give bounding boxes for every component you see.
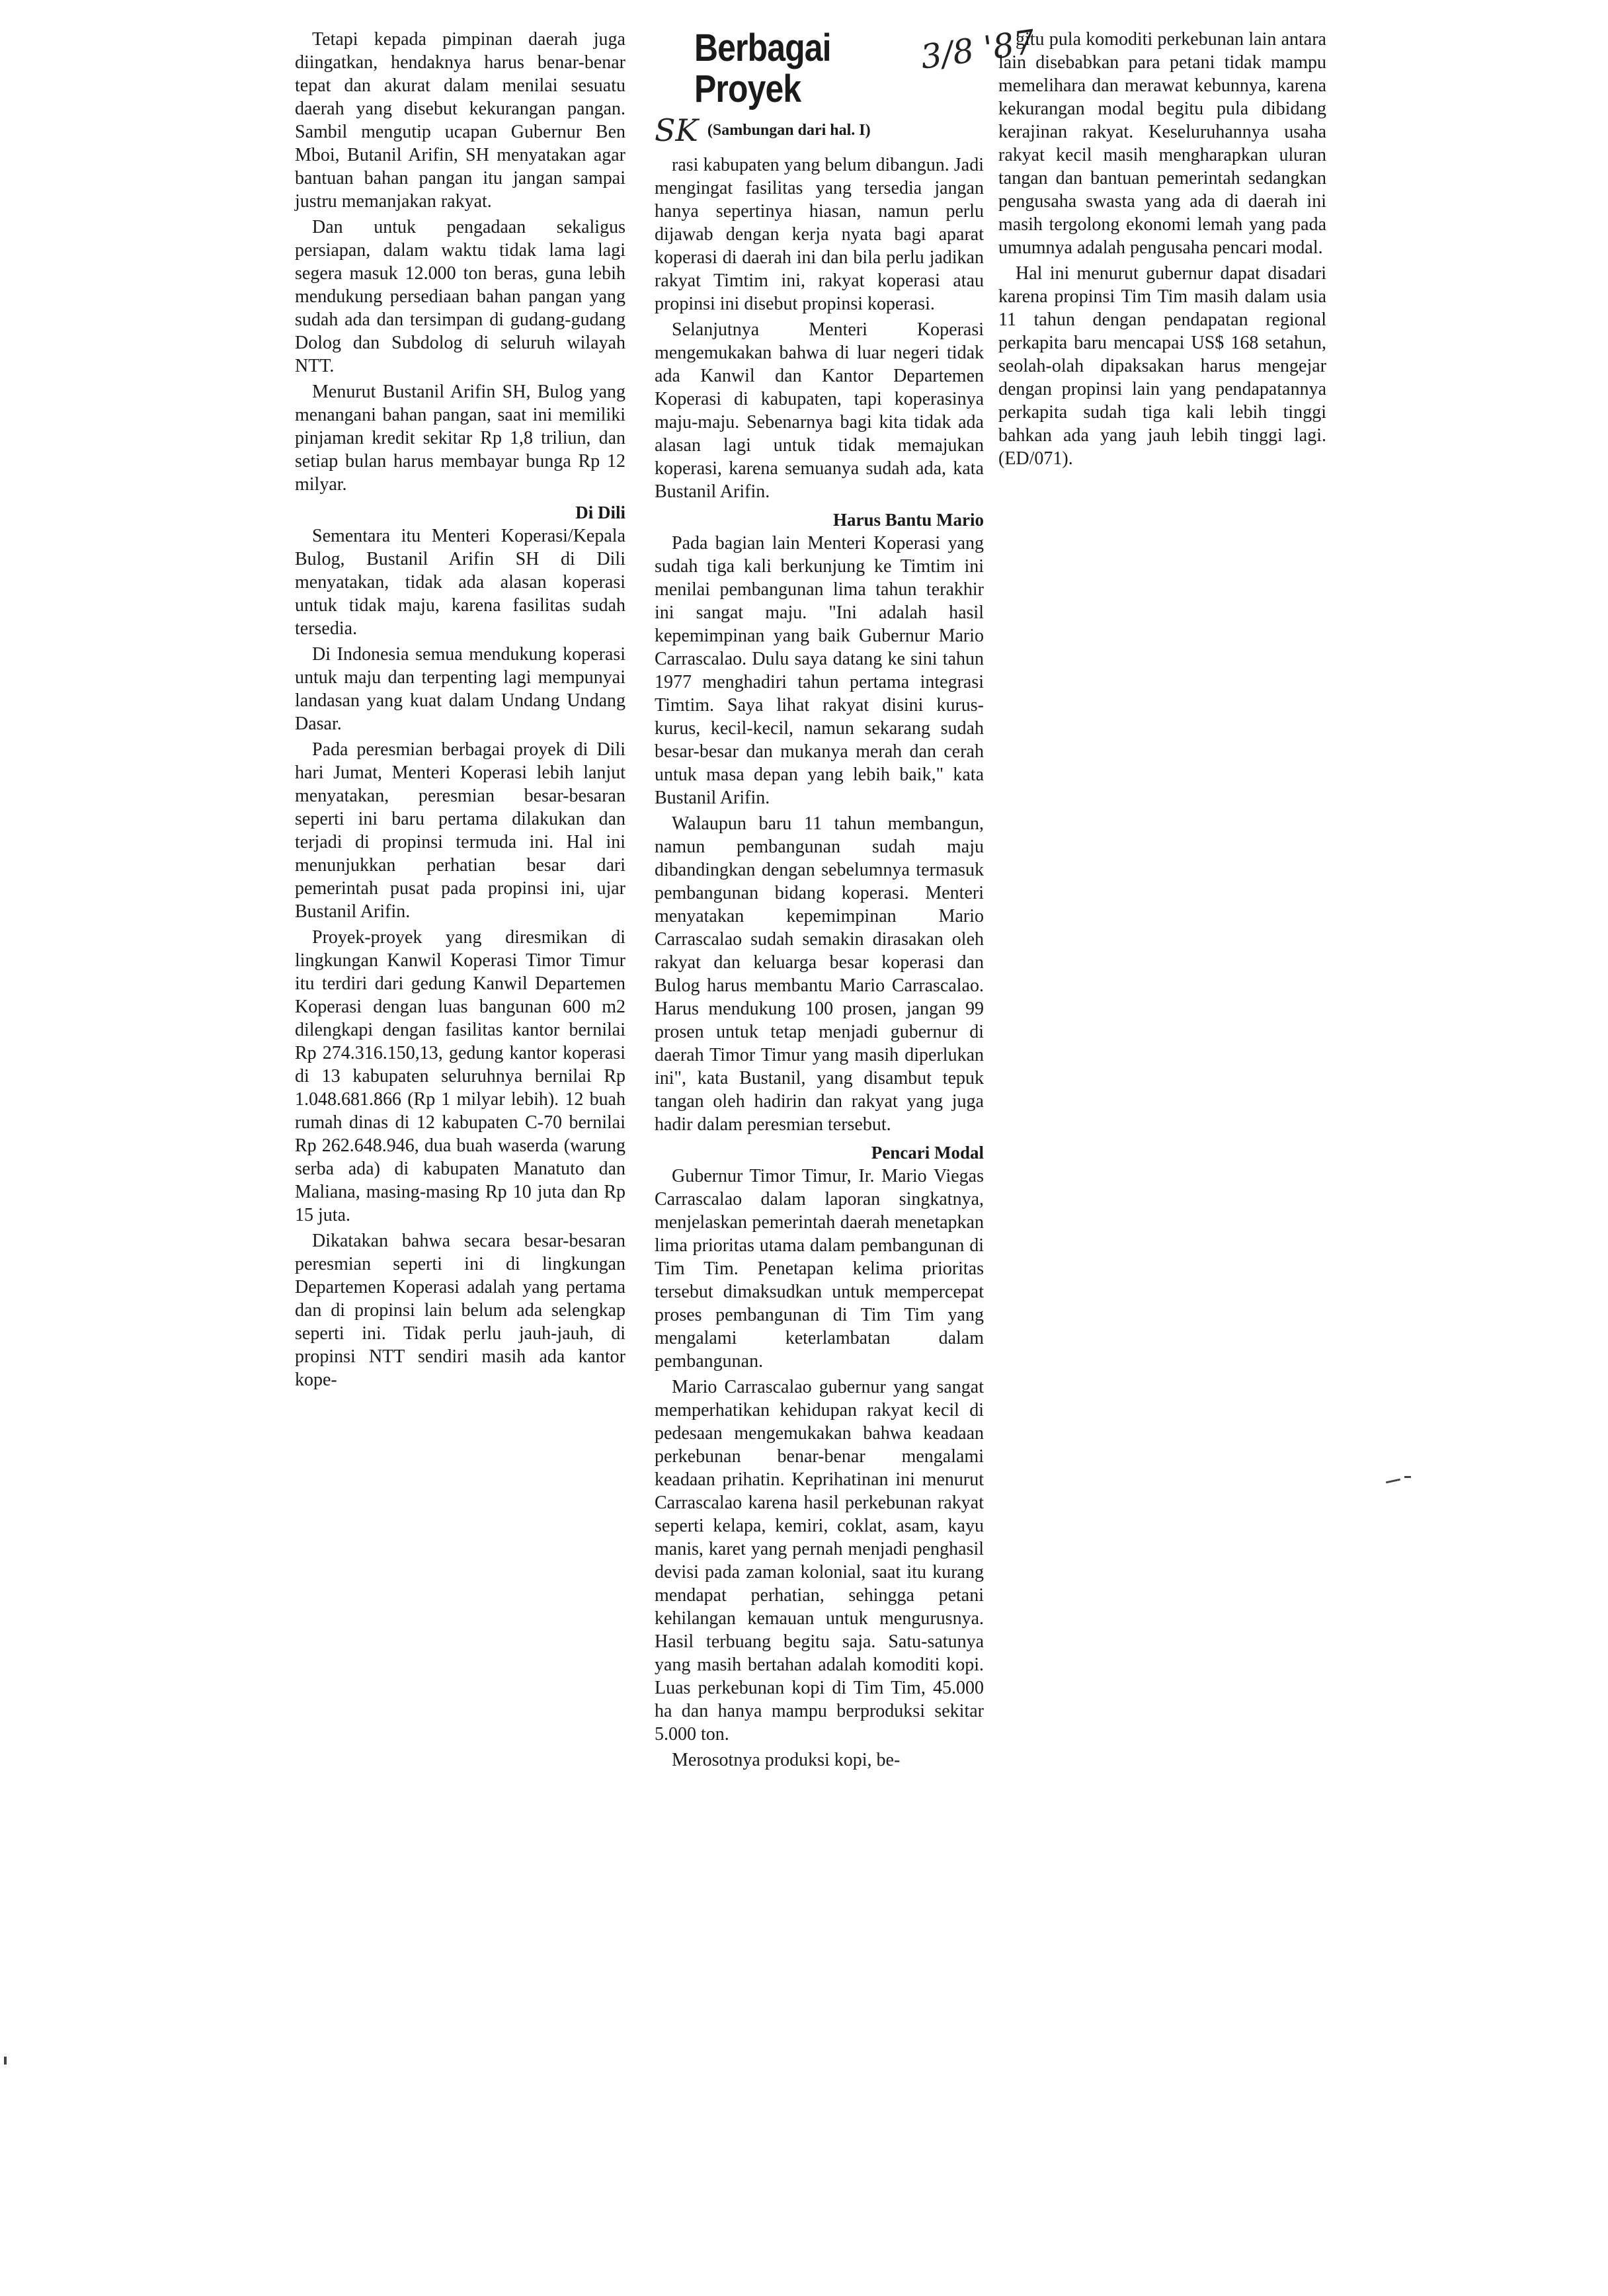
paragraph: Walaupun baru 11 tahun membangun, namun pembangunan sudah maju dibandingkan dengan sebelumnya termasuk pembangunan bidang koperasi. Menteri menyatakan kepemimpinan Mario Carrascalao sudah semakin dirasakan oleh rakyat dan keluarga besar koperasi dan Bulog harus membantu Mario Carrascalao. Harus mendukung 100 prosen, jangan 99 prosen untuk tetap menjadi gubernur di daerah Timor Timur yang masih diperlukan ini", kata Bustanil, yang disambut tepuk tangan oleh hadirin dan rakyat yang juga hadir dalam peresmian tersebut. <box>655 813 984 1135</box>
paragraph: rasi kabupaten yang belum dibangun. Jadi mengingat fasilitas yang tersedia jangan hanya sepertinya hiasan, namun perlu dijawab dengan kerja nyata bagi aparat koperasi di daerah ini dan bila perlu jadikan rakyat Timtim ini, rakyat koperasi atau propinsi ini disebut propinsi koperasi. <box>655 155 984 314</box>
paragraph: Gubernur Timor Timur, Ir. Mario Viegas Carrascalao dalam laporan singkatnya, menjelaskan pemerintah daerah menetapkan lima prioritas utama dalam pembangunan di Tim Tim. Penetapan kelima prioritas tersebut dimaksudkan untuk mempercepat proses pembangunan di Tim Tim yang mengalami keterlambatan dalam pembangunan. <box>655 1166 984 1372</box>
paragraph: Proyek-proyek yang diresmikan di lingkungan Kanwil Koperasi Timor Timur itu terdiri dari gedung Kanwil Departemen Koperasi dengan luas bangunan 600 m2 dilengkapi dengan fasilitas kantor bernilai Rp 274.316.150,13, gedung kantor koperasi di 13 kabupaten seluruhnya bernilai Rp 1.048.681.866 (Rp 1 milyar lebih). 12 buah rumah dinas di 12 kabupaten C-70 bernilai Rp 262.648.946, dua buah waserda (warung serba ada) di kabupaten Manatuto dan Maliana, masing-masing Rp 10 juta dan Rp 15 juta. <box>295 927 625 1225</box>
handwritten-date: 3/8 '87 <box>918 22 1037 77</box>
paragraph: Selanjutnya Menteri Koperasi mengemukakan bahwa di luar negeri tidak ada Kanwil dan Kantor Departemen Koperasi di kabupaten, tapi koperasinya maju-maju. Sebenarnya bagi kita tidak ada alasan lagi untuk tidak memajukan koperasi, karena semuanya sudah ada, kata Bustanil Arifin. <box>655 319 984 502</box>
paragraph: Menurut Bustanil Arifin SH, Bulog yang menangani bahan pangan, saat ini memiliki pinjaman kredit sekitar Rp 1,8 triliun, dan setiap bulan harus membayar bunga Rp 12 milyar. <box>295 382 625 495</box>
subheading: Pencari Modal <box>871 1143 984 1163</box>
paragraph: Tetapi kepada pimpinan daerah juga diingatkan, hendaknya harus benar-benar tepat dan akurat dalam menilai sesuatu daerah yang disebut kekurangan pangan. Sambil mengutip ucapan Gubernur Ben Mboi, Butanil Arifin, SH menyatakan agar bantuan bahan pangan itu jangan sampai justru memanjakan rakyat. <box>295 29 625 212</box>
paragraph: Dikatakan bahwa secara besar-besaran peresmian seperti ini di lingkungan Departemen Koperasi adalah yang pertama dan di propinsi lain belum ada selengkap seperti ini. Tidak perlu jauh-jauh, di propinsi NTT sendiri masih ada kantor kope- <box>295 1231 625 1390</box>
subheading: Harus Bantu Mario <box>832 510 984 530</box>
column-2 <box>655 28 984 1774</box>
continuation-row <box>655 114 984 147</box>
paragraph: Sementara itu Menteri Koperasi/Kepala Bulog, Bustanil Arifin SH di Dili menyatakan, tidak ada alasan koperasi untuk tidak maju, karena fasilitas sudah tersedia. <box>295 526 625 639</box>
paragraph: Pada bagian lain Menteri Koperasi yang sudah tiga kali berkunjung ke Timtim ini menilai pembangunan lima tahun terakhir ini sangat maju. "Ini adalah hasil kepemimpinan yang baik Gubernur Mario Carrascalao. Dulu saya datang ke sini tahun 1977 menghadiri tahun pertama integrasi Timtim. Saya lihat rakyat disini kurus-kurus, kecil-kecil, namun sekarang sudah besar-besar dan mukanya merah dan cerah untuk masa depan yang lebih baik," kata Bustanil Arifin. <box>655 533 984 808</box>
headline: Berbagai Proyek <box>694 26 831 110</box>
subheading: Di Dili <box>575 503 625 522</box>
column-3 <box>998 28 1326 473</box>
scan-mark <box>1386 1479 1400 1484</box>
paragraph: Mario Carrascalao gubernur yang sangat memperhatikan kehidupan rakyat kecil di pedesaan mengemukakan bahwa keadaan perkebunan benar-benar mengalami keadaan prihatin. Keprihatinan ini menurut Carrascalao karena hasil perkebunan rakyat seperti kelapa, kemiri, coklat, asam, kayu manis, karet yang pernah menjadi penghasil devisi pada zaman kolonial, saat itu kurang mendapat perhatian, sehingga petani kehilangan kemauan untuk mengurusnya. Hasil terbuang begitu saja. Satu-satunya yang masih bertahan adalah komoditi kopi. Luas perkebunan kopi di Tim Tim, 45.000 ha dan hanya mampu berproduksi sekitar 5.000 ton. <box>655 1377 984 1744</box>
paragraph: Merosotnya produksi kopi, be- <box>672 1750 901 1770</box>
continuation-label: (Sambungan dari hal. I) <box>707 121 871 139</box>
paragraph: Pada peresmian berbagai proyek di Dili hari Jumat, Menteri Koperasi lebih lanjut menyatakan, peresmian besar-besaran seperti ini baru pertama dilakukan dan terjadi di propinsi termuda ini. Hal ini menunjukkan perhatian besar dari pemerintah pusat pada propinsi ini, ujar Bustanil Arifin. <box>295 739 625 922</box>
paragraph: Hal ini menurut gubernur dapat disadari karena propinsi Tim Tim masih dalam usia 11 tahun dengan pendapatan regional perkapita baru mencapai US$ 168 setahun, seolah-olah dipaksakan harus mengejar dengan propinsi lain yang pendapatannya perkapita sudah tiga kali lebih tinggi bahkan ada yang jauh lebih tinggi lagi. (ED/071). <box>998 263 1326 469</box>
handwritten-note: SK <box>655 112 698 148</box>
paragraph: Di Indonesia semua mendukung koperasi untuk maju dan terpenting lagi mempunyai landasan yang kuat dalam Undang Undang Dasar. <box>295 644 625 734</box>
paragraph: gitu pula komoditi perkebunan lain antara lain disebabkan para petani tidak mampu memelihara dan merawat kebunnya, karena kekurangan modal begitu pula dibidang kerajinan rakyat. Keseluruhannya usaha rakyat kecil masih mengharapkan uluran tangan dan bantuan pemerintah sedangkan pengusaha swasta yang ada di daerah ini masih tergolong ekonomi lemah yang pada umumnya adalah pengusaha pencari modal. <box>998 29 1326 258</box>
scan-mark <box>1404 1476 1411 1478</box>
paragraph: Dan untuk pengadaan sekaligus persiapan, dalam waktu tidak lama lagi segera masuk 12.000 ton beras, guna lebih mendukung persediaan bahan pangan yang sudah ada dan tersimpan di gudang-gudang Dolog dan Subdolog di seluruh wilayah NTT. <box>295 217 625 376</box>
column-1 <box>295 28 625 1394</box>
scan-mark <box>4 2057 7 2065</box>
